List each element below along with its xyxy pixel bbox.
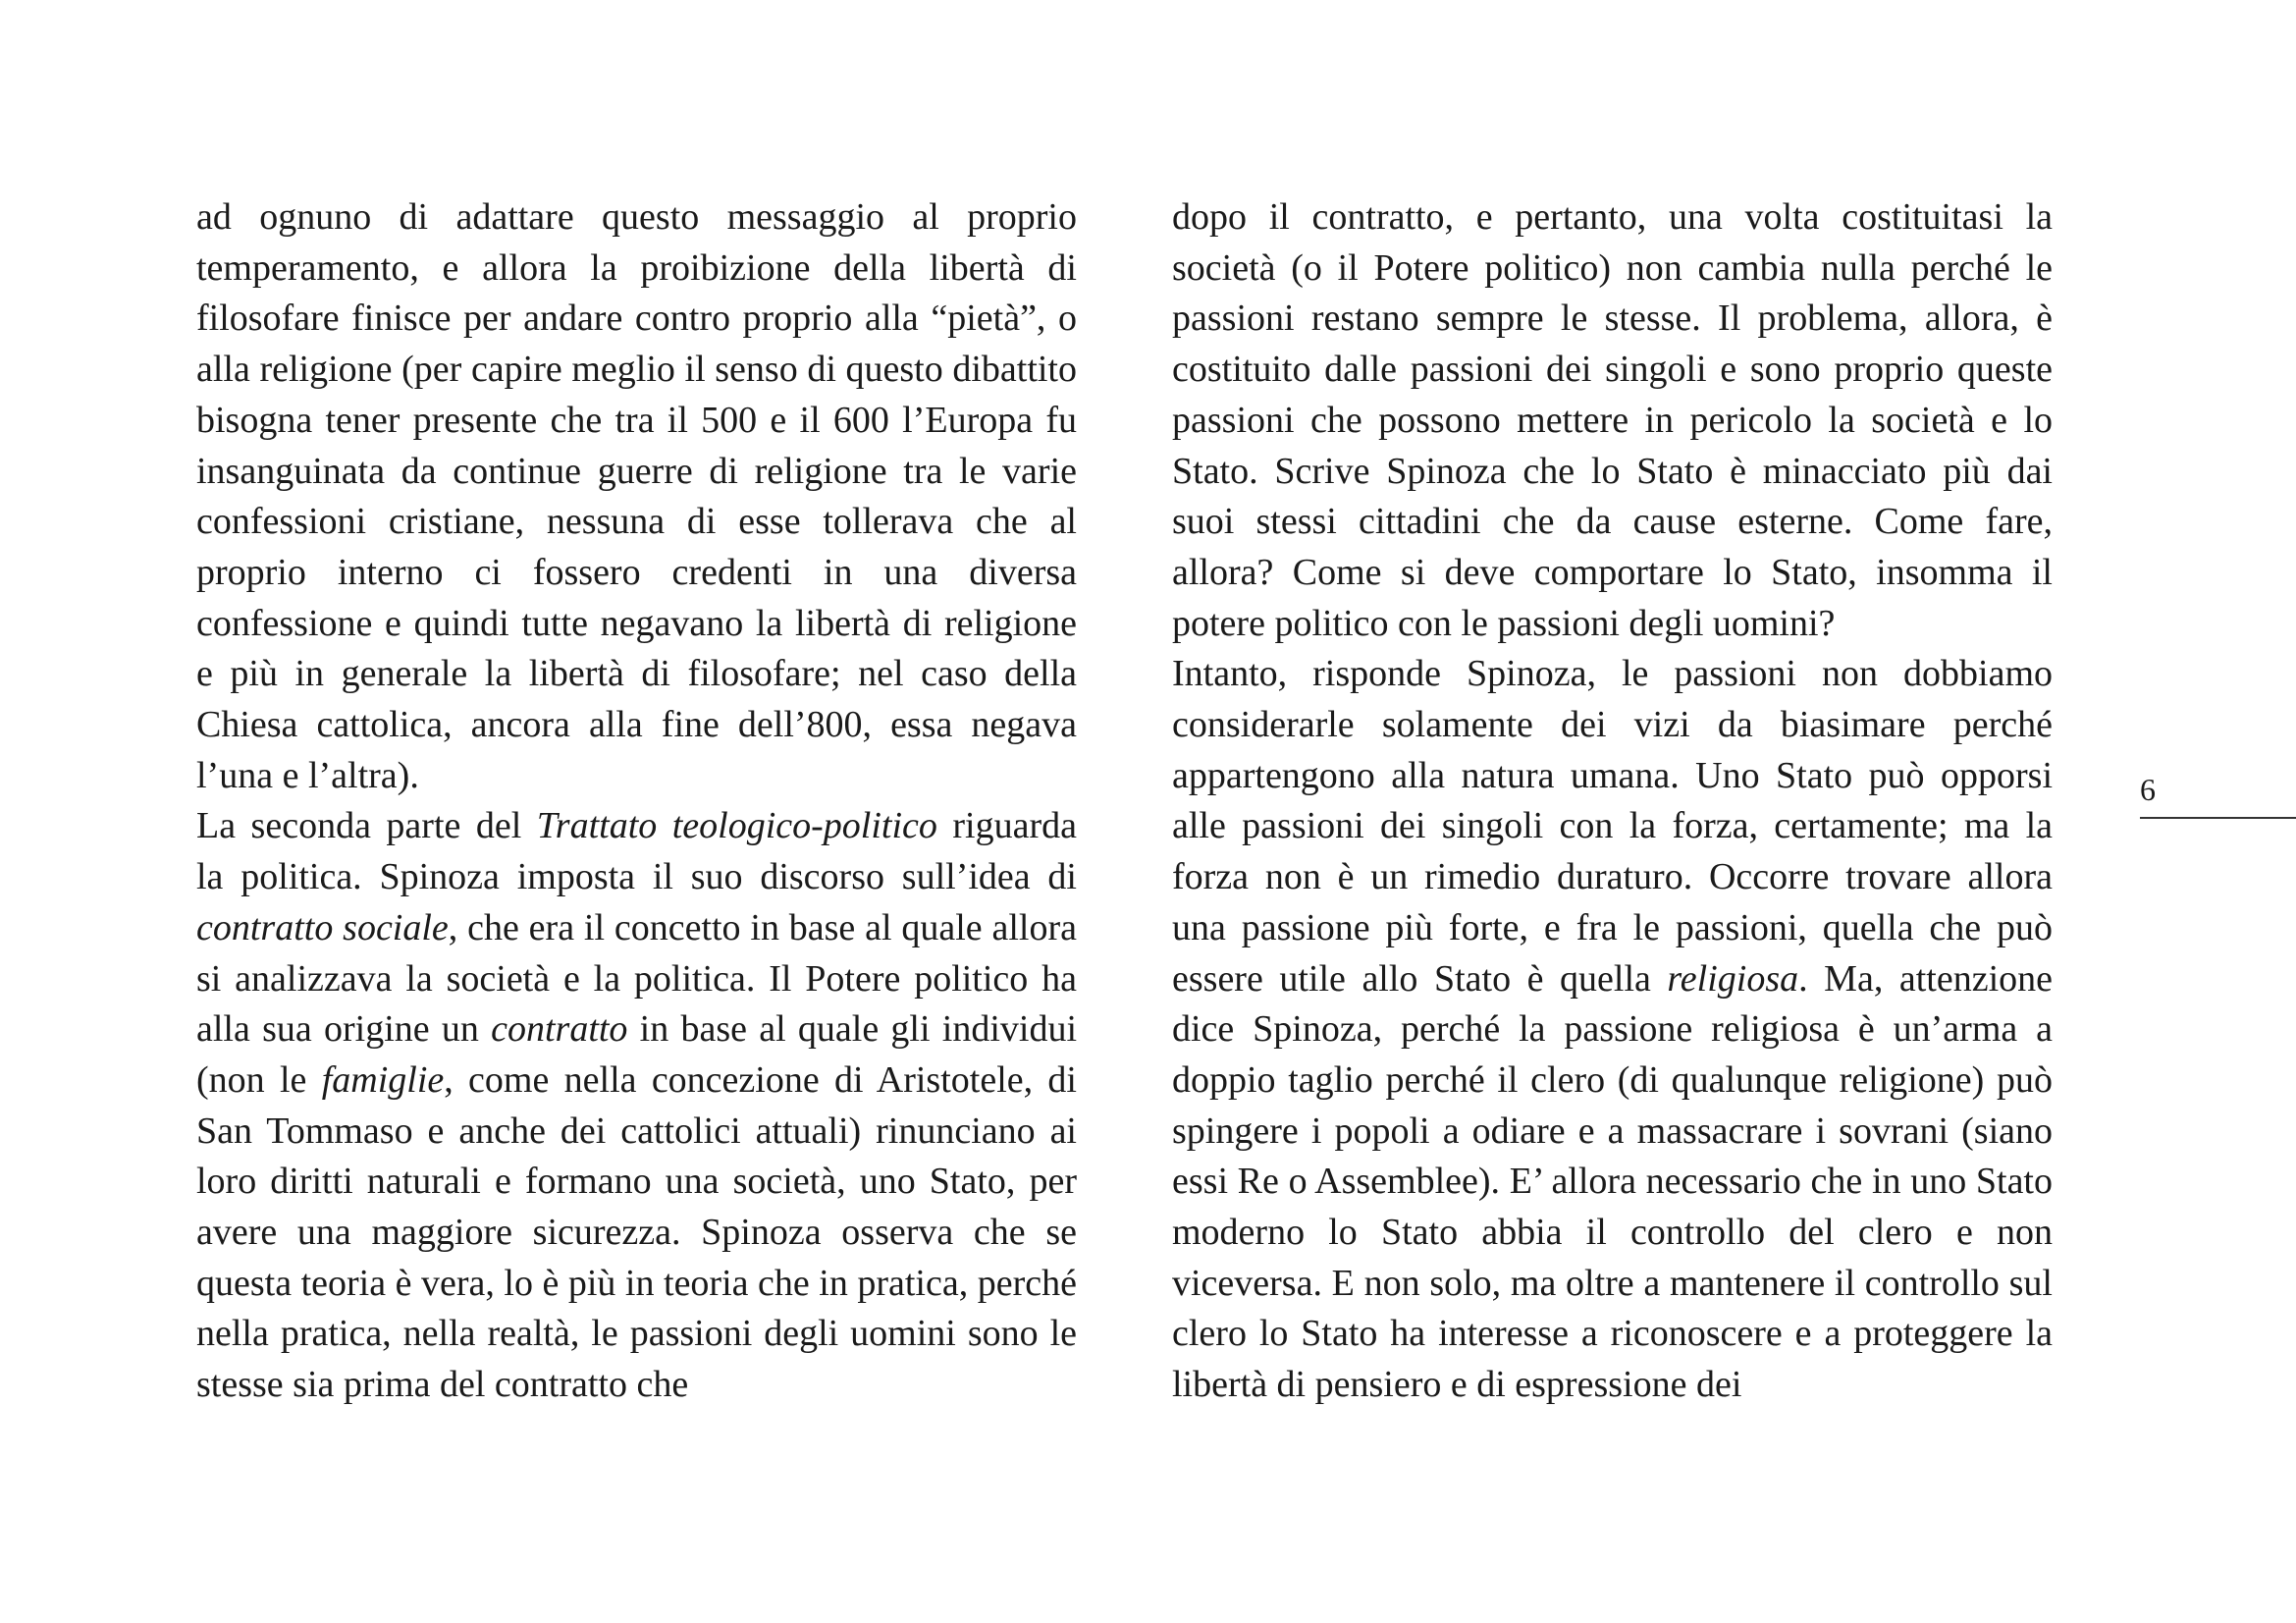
text-run: La seconda parte del bbox=[196, 805, 537, 847]
text-run: , che era il concetto in base al quale allora si analizzava la società e la politica. Il Potere politico ha alla sua origine un bbox=[196, 906, 1077, 1051]
left-column bbox=[196, 192, 1077, 1411]
text-run: . Ma, attenzione dice Spinoza, perché la passione religiosa è un’arma a doppio taglio perché il clero (di qualunque religione) può spingere i popoli a odiare e a massacrare i sovrani (siano essi Re o Assemblee). E’ allora necessario che in uno Stato moderno lo Stato abbia il controllo del clero e non viceversa. E non solo, ma oltre a mantenere il controllo sul clero lo Stato ha interesse a riconoscere e a proteggere la libertà di pensiero e di espressione dei bbox=[1172, 957, 2053, 1406]
right-column bbox=[1172, 192, 2053, 1411]
term-italic: contratto sociale bbox=[196, 906, 449, 948]
text-run: Intanto, risponde Spinoza, le passioni non dobbiamo considerarle solamente dei vizi da biasimare perché appartengono alla natura umana. Uno Stato può opporsi alle passioni dei singoli con la forza, certamente; ma la forza non è un rimedio duraturo. Occorre trovare allora una passione più forte, e fra le passioni, quella che può essere utile allo Stato è quella bbox=[1172, 653, 2053, 1000]
term-italic: contratto bbox=[491, 1008, 628, 1051]
term-italic: religiosa bbox=[1667, 957, 1799, 1000]
page-number: 6 bbox=[2140, 772, 2156, 807]
text-run: in base al quale gli individui (non le bbox=[196, 1008, 1078, 1101]
page-number-rule bbox=[2140, 817, 2296, 819]
text-run: , come nella concezione di Aristotele, di San Tommaso e anche dei cattolici attuali) rinunciano ai loro diritti naturali e formano una società, uno Stato, per avere una maggiore sicurezza. Spinoza osserva che se questa teoria è vera, lo è più in teoria che in pratica, perché nella pratica, nella realtà, le passioni degli uomini sono le stesse sia prima del contratto che bbox=[196, 1058, 1077, 1406]
text-run: riguarda la politica. Spinoza imposta il suo discorso sull’idea di bbox=[196, 805, 1077, 898]
book-title-italic: Trattato teologico-politico bbox=[536, 805, 937, 847]
right-paragraph-1: dopo il contratto, e pertanto, una volta costituitasi la società (o il Potere politico) non cambia nulla perché le passioni restano sempre le stesse. Il problema, allora, è costituito dalle passioni dei singoli e sono proprio queste passioni che possono mettere in pericolo la società e lo Stato. Scrive Spinoza che lo Stato è minacciato più dai suoi stessi cittadini che da cause esterne. Come fare, allora? Come si deve comportare lo Stato, insomma il potere politico con le passioni degli uomini? bbox=[1172, 196, 2053, 644]
right-paragraph-2 bbox=[1172, 649, 2053, 1411]
term-italic: famiglie bbox=[321, 1058, 445, 1101]
left-paragraph-2 bbox=[196, 801, 1077, 1410]
left-paragraph-1: ad ognuno di adattare questo messaggio al proprio temperamento, e allora la proibizione della libertà di filosofare finisce per andare contro proprio alla “pietà”, o alla religione (per capire meglio il senso di questo dibattito bisogna tener presente che tra il 500 e il 600 l’Europa fu insanguinata da continue guerre di religione tra le varie confessioni cristiane, nessuna di esse tollerava che al proprio interno ci fossero credenti in una diversa confessione e quindi tutte negavano la libertà di religione e più in generale la libertà di filosofare; nel caso della Chiesa cattolica, ancora alla fine dell’800, essa negava l’una e l’altra). bbox=[196, 196, 1077, 796]
